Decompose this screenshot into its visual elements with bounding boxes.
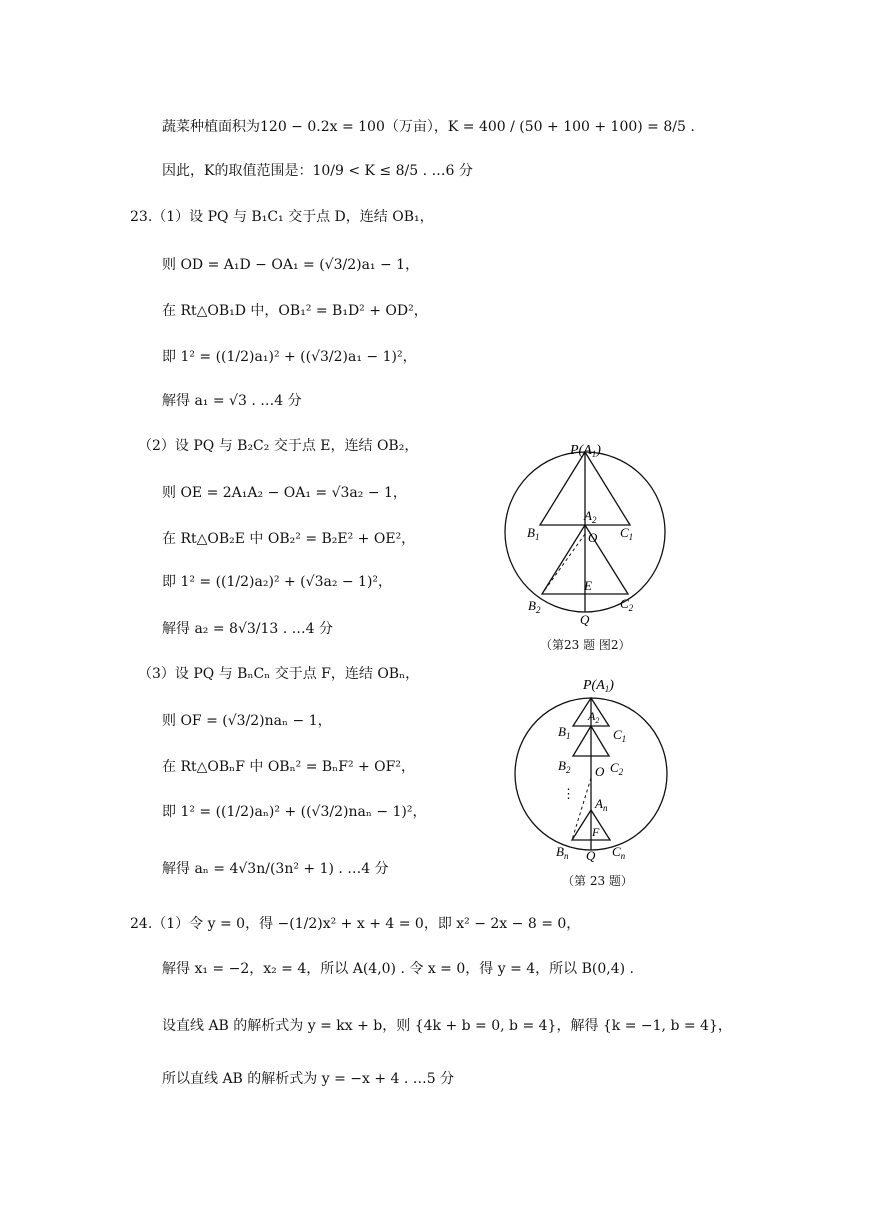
text-line-21: 所以直线 AB 的解析式为 y = −x + 4 . …5 分 [162, 1071, 455, 1087]
figure-1-caption: （第23 题 图2） [540, 638, 631, 652]
text-line-4: 则 OD = A₁D − OA₁ = (√3/2)a₁ − 1， [162, 257, 420, 273]
label-c2: $C_2$ [610, 760, 624, 777]
label-b2: $B_2$ [558, 758, 571, 775]
label-e: E [584, 578, 592, 593]
text-line-1: 蔬菜种植面积为120 − 0.2x = 100（万亩），K = 400 / (50 + 100 + 100) = 8/5 . [162, 119, 695, 135]
label-an: $A_n$ [595, 796, 608, 813]
dashed-ob2 [542, 534, 585, 594]
text-line-7: 解得 a₁ = √3 . …4 分 [162, 393, 302, 409]
text-line-5: 在 Rt△OB₁D 中，OB₁² = B₁D² + OD²， [162, 303, 428, 319]
geometry-figure-2 [500, 676, 680, 868]
text-line-3: 23.（1）设 PQ 与 B₁C₁ 交于点 D，连结 OB₁， [130, 209, 434, 225]
label-a2: $A_2$ [584, 508, 597, 525]
figure-2-caption: （第 23 题） [562, 874, 633, 888]
label-a2: $A_2$ [588, 709, 600, 725]
vertical-ellipsis: ⋮ [562, 786, 575, 801]
label-p-a1: $P(A_1)$ [583, 678, 614, 694]
text-line-11: 即 1² = ((1/2)a₂)² + (√3a₂ − 1)²， [162, 574, 393, 590]
label-b1: $B_1$ [558, 724, 571, 741]
text-line-14: 则 OF = (√3/2)naₙ − 1， [162, 713, 332, 729]
label-q: Q [586, 848, 596, 863]
label-c1: $C_1$ [620, 525, 634, 542]
label-bn: $B_n$ [556, 844, 569, 861]
text-line-12: 解得 a₂ = 8√3/13 . …4 分 [162, 621, 334, 637]
label-f: F [592, 825, 600, 839]
text-line-16: 即 1² = ((1/2)aₙ)² + ((√3/2)naₙ − 1)²， [162, 804, 427, 820]
text-line-9: 则 OE = 2A₁A₂ − OA₁ = √3a₂ − 1， [162, 485, 407, 501]
label-cn: $C_n$ [612, 844, 626, 861]
text-line-18: 24.（1）令 y = 0，得 −(1/2)x² + x + 4 = 0，即 x² − 2x − 8 = 0， [130, 916, 581, 932]
label-p-a1: $P(A_1)$ [570, 443, 601, 459]
text-line-17: 解得 aₙ = 4√3n/(3n² + 1) . …4 分 [162, 861, 389, 877]
text-line-13: （3）设 PQ 与 BₙCₙ 交于点 F，连结 OBₙ， [138, 666, 420, 682]
text-line-20: 设直线 AB 的解析式为 y = kx + b，则 {4k + b = 0, b = 4}，解得 {k = −1, b = 4}， [162, 1018, 732, 1034]
text-line-15: 在 Rt△OBₙF 中 OBₙ² = BₙF² + OF²， [162, 759, 415, 775]
text-line-2: 因此，K的取值范围是：10/9 < K ≤ 8/5 . …6 分 [162, 163, 473, 179]
label-b1: $B_1$ [527, 525, 540, 542]
label-q: Q [580, 612, 590, 627]
label-o: O [588, 530, 598, 545]
label-c1: $C_1$ [613, 727, 627, 744]
text-line-19: 解得 x₁ = −2，x₂ = 4，所以 A(4,0) . 令 x = 0，得 y = 4，所以 B(0,4) . [162, 961, 634, 977]
text-line-6: 即 1² = ((1/2)a₁)² + ((√3/2)a₁ − 1)²， [162, 349, 417, 365]
geometry-figure-1 [490, 436, 690, 628]
label-c2: $C_2$ [620, 596, 634, 613]
label-o: O [595, 764, 605, 779]
text-line-8: （2）设 PQ 与 B₂C₂ 交于点 E，连结 OB₂， [138, 438, 419, 454]
label-b2: $B_2$ [528, 598, 541, 615]
text-line-10: 在 Rt△OB₂E 中 OB₂² = B₂E² + OE²， [162, 531, 416, 547]
